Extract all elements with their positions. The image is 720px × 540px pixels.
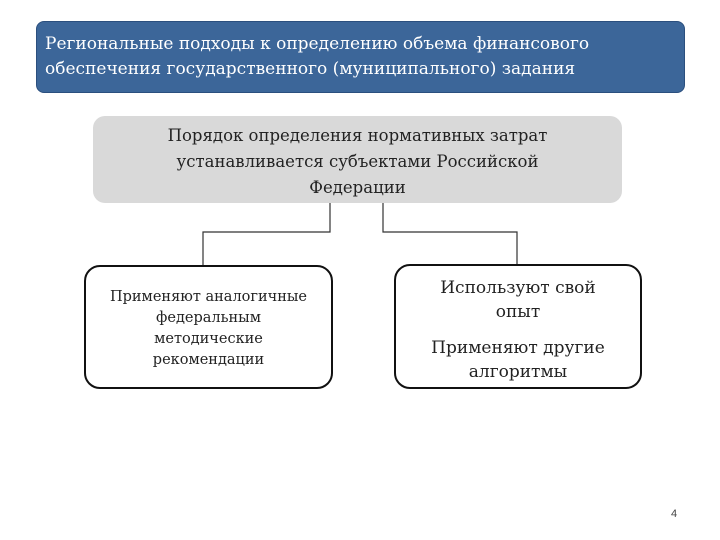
slide-title-line-1: Региональные подходы к определению объема финансового	[45, 34, 590, 54]
connector-left	[203, 203, 330, 265]
left-child-line-3: методические	[154, 331, 263, 347]
right-child-box	[394, 264, 642, 389]
right-child-spacer	[396, 324, 640, 336]
right-child-item-1-line-2: опыт	[495, 302, 541, 322]
top-node-line-1: Порядок определения нормативных затрат	[167, 126, 548, 145]
top-node-line-3: Федерации	[309, 178, 406, 197]
right-child-item-1-line-1: Используют свой	[440, 278, 596, 298]
left-child-box	[84, 265, 333, 389]
connector-right	[383, 203, 517, 264]
left-child-line-4: рекомендации	[152, 352, 265, 368]
page-number: 4	[670, 508, 678, 520]
right-child-item-2-line-2: алгоритмы	[468, 362, 568, 382]
slide-title-line-2: обеспечения государственного (муниципального) задания	[45, 59, 576, 79]
left-child-line-2: федеральным	[156, 310, 261, 326]
right-child-item-2-line-1: Применяют другие	[431, 338, 605, 358]
top-node-line-2: устанавливается субъектами Российской	[176, 152, 539, 171]
left-child-line-1: Применяют аналогичные	[109, 289, 308, 305]
